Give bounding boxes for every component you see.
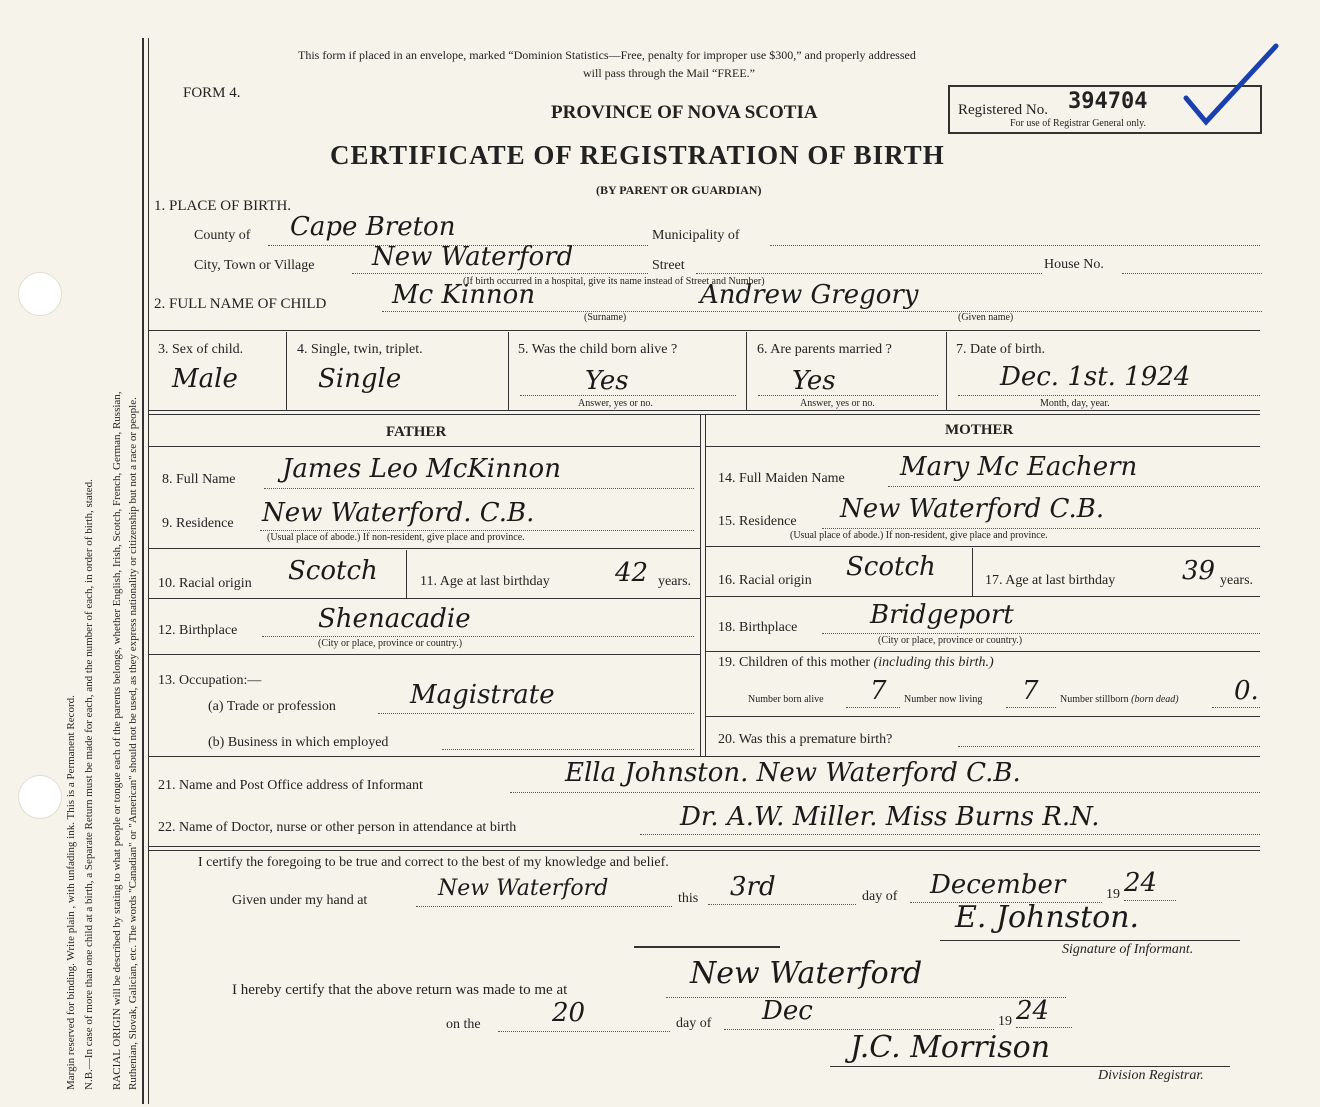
mother-racial-value: Scotch xyxy=(846,552,936,582)
father-years-label: years. xyxy=(658,574,692,589)
father-name-line xyxy=(264,488,694,489)
father-residence-caption: (Usual place of abode.) If non-resident, give place and province. xyxy=(267,532,525,543)
rule-under-headings-right xyxy=(705,446,1260,447)
certification-statement: I certify the foregoing to be true and correct to the best of my knowledge and belief. xyxy=(198,855,669,870)
registrar-caption: Division Registrar. xyxy=(1098,1068,1204,1083)
house-label: House No. xyxy=(1044,257,1104,272)
dob-caption: Month, day, year. xyxy=(1040,398,1110,409)
parents-divider xyxy=(700,414,701,756)
margin-line-racial-origin: RACIAL ORIGIN will be described by stating to what people or tongue each of the parents belongs, whether English, Irish, Scotch, French, German, Russian, xyxy=(111,391,123,1090)
father-racial-label: 10. Racial origin xyxy=(158,576,252,591)
doctor-line xyxy=(640,834,1260,835)
divider-married xyxy=(946,332,947,410)
trade-label: (a) Trade or profession xyxy=(208,699,336,714)
reg-year-value: 24 xyxy=(1016,996,1050,1026)
county-label: County of xyxy=(194,228,251,243)
street-line xyxy=(696,273,1042,274)
dob-value: Dec. 1st. 1924 xyxy=(1000,362,1191,392)
occupation-label: 13. Occupation:— xyxy=(158,673,262,688)
father-racial-divider xyxy=(406,550,407,598)
dob-line xyxy=(958,395,1260,396)
born-alive-count-line xyxy=(846,707,900,708)
form-number: FORM 4. xyxy=(183,85,241,101)
stillborn-label-text: Number stillborn xyxy=(1060,694,1129,705)
postal-notice-line2: will pass through the Mail “FREE.” xyxy=(583,66,755,80)
mother-years-label: years. xyxy=(1220,573,1254,588)
trade-line xyxy=(378,713,694,714)
married-line xyxy=(758,395,938,396)
left-border-inner xyxy=(148,38,149,1104)
municipality-label: Municipality of xyxy=(652,228,740,243)
born-alive-label: 5. Was the child born alive ? xyxy=(518,342,678,357)
born-alive-count-value: 7 xyxy=(870,676,887,706)
stillborn-count-line xyxy=(1212,707,1260,708)
city-line xyxy=(352,273,648,274)
postal-notice-line1: This form if placed in an envelope, marked “Dominion Statistics—Free, penalty for improper use $300,” and properly addressed xyxy=(298,48,916,62)
registrar-place-line xyxy=(666,997,1066,998)
checkmark-icon xyxy=(1180,40,1280,140)
mother-heading: MOTHER xyxy=(945,422,1014,438)
sex-value: Male xyxy=(172,364,238,394)
father-birthplace-caption: (City or place, province or country.) xyxy=(318,638,463,649)
father-residence-line xyxy=(260,530,694,531)
mother-birthplace-label: 18. Birthplace xyxy=(718,620,798,635)
born-alive-caption: Answer, yes or no. xyxy=(578,398,653,409)
separator-short-rule xyxy=(634,946,780,948)
doctor-value: Dr. A.W. Miller. Miss Burns R.N. xyxy=(680,802,1100,832)
informant-value: Ella Johnston. New Waterford C.B. xyxy=(565,758,1021,788)
margin-line-racial-origin-cont: Ruthenian, Slovak, Galician, etc. The words "Canadian" or "American" should not be used, as they express nationality or citizenship but not a race or people. xyxy=(127,397,139,1090)
living-count-label: Number now living xyxy=(904,694,983,705)
province-name: PROVINCE OF NOVA SCOTIA xyxy=(551,102,818,123)
registrar-signature-line xyxy=(830,1066,1230,1067)
place-of-birth-label: 1. PLACE OF BIRTH. xyxy=(154,198,292,214)
county-value: Cape Breton xyxy=(290,212,456,242)
registrar-note: For use of Registrar General only. xyxy=(1010,118,1146,129)
stillborn-count-value: 0. xyxy=(1234,676,1259,706)
stillborn-count-label xyxy=(1060,694,1179,705)
registrar-signature: J.C. Morrison xyxy=(850,1030,1051,1065)
mother-residence-value: New Waterford C.B. xyxy=(840,494,1105,524)
mother-rule-1 xyxy=(705,546,1260,547)
reg-day-of-label: day of xyxy=(676,1016,712,1031)
father-heading: FATHER xyxy=(386,424,447,440)
mother-racial-divider xyxy=(972,548,973,596)
stillborn-note: (born dead) xyxy=(1131,694,1179,705)
certificate-subtitle: (BY PARENT OR GUARDIAN) xyxy=(596,183,762,197)
mother-rule-2 xyxy=(705,596,1260,597)
punch-hole-top xyxy=(18,272,62,316)
father-rule-1 xyxy=(148,548,700,549)
registrar-place-value: New Waterford xyxy=(690,956,923,991)
rule-after-child-details-2 xyxy=(148,414,1260,415)
children-label-text: 19. Children of this mother xyxy=(718,655,871,670)
rule-after-child-details xyxy=(148,410,1260,411)
divider-sex xyxy=(286,332,287,410)
father-racial-value: Scotch xyxy=(288,556,378,586)
day-of-label: day of xyxy=(862,889,898,904)
father-birthplace-label: 12. Birthplace xyxy=(158,623,238,638)
month-value: December xyxy=(930,870,1066,900)
registered-label: Registered No. xyxy=(958,102,1048,118)
children-note: (including this birth.) xyxy=(873,655,994,670)
registered-number: 394704 xyxy=(1068,89,1148,114)
parents-divider-2 xyxy=(705,414,706,756)
punch-hole-bottom xyxy=(18,775,62,819)
child-name-label: 2. FULL NAME OF CHILD xyxy=(154,296,327,312)
informant-signature-line xyxy=(940,940,1240,941)
mother-rule-3 xyxy=(705,651,1260,652)
business-label: (b) Business in which employed xyxy=(208,735,389,750)
father-birthplace-line xyxy=(262,636,694,637)
informant-line xyxy=(510,792,1260,793)
premature-line xyxy=(958,746,1260,747)
mother-racial-label: 16. Racial origin xyxy=(718,573,812,588)
child-name-line xyxy=(382,311,1262,312)
year-prefix: 19 xyxy=(1106,887,1120,902)
reg-year-line xyxy=(1016,1027,1072,1028)
year-value: 24 xyxy=(1124,868,1158,898)
mother-name-value: Mary Mc Eachern xyxy=(900,452,1138,482)
sex-label: 3. Sex of child. xyxy=(158,342,244,357)
living-count-value: 7 xyxy=(1022,676,1039,706)
reg-day-value: 20 xyxy=(552,998,586,1028)
reg-month-value: Dec xyxy=(762,996,813,1026)
mother-birthplace-value: Bridgeport xyxy=(870,600,1014,630)
street-label: Street xyxy=(652,258,685,273)
divider-plurality xyxy=(508,332,509,410)
mother-birthplace-line xyxy=(822,633,1260,634)
mother-name-line xyxy=(888,486,1260,487)
given-place-value: New Waterford xyxy=(438,876,609,901)
informant-signature-caption: Signature of Informant. xyxy=(1062,942,1194,957)
father-residence-value: New Waterford. C.B. xyxy=(262,498,535,528)
father-birthplace-value: Shenacadie xyxy=(318,604,471,634)
rule-before-certification-2 xyxy=(148,850,1260,851)
married-label: 6. Are parents married ? xyxy=(757,342,892,357)
city-label: City, Town or Village xyxy=(194,258,315,273)
given-under-label: Given under my hand at xyxy=(232,893,368,908)
married-caption: Answer, yes or no. xyxy=(800,398,875,409)
father-age-value: 42 xyxy=(615,558,649,588)
business-line xyxy=(442,749,694,750)
mother-rule-4 xyxy=(705,716,1260,717)
given-place-line xyxy=(416,906,672,907)
father-rule-2 xyxy=(148,598,700,599)
born-alive-line xyxy=(520,395,736,396)
divider-alive xyxy=(746,332,747,410)
informant-label: 21. Name and Post Office address of Informant xyxy=(158,778,423,793)
mother-residence-caption: (Usual place of abode.) If non-resident, give place and province. xyxy=(790,530,1048,541)
plurality-value: Single xyxy=(318,364,402,394)
given-name-caption: (Given name) xyxy=(958,312,1014,323)
dob-label: 7. Date of birth. xyxy=(956,342,1046,357)
mother-age-label: 17. Age at last birthday xyxy=(985,573,1116,588)
father-name-value: James Leo McKinnon xyxy=(282,454,561,484)
rule-under-headings xyxy=(148,446,700,447)
father-rule-3 xyxy=(148,654,700,655)
day-line xyxy=(708,904,856,905)
mother-residence-line xyxy=(822,528,1260,529)
mother-name-label: 14. Full Maiden Name xyxy=(718,471,845,486)
certificate-title: CERTIFICATE OF REGISTRATION OF BIRTH xyxy=(330,140,945,170)
father-age-label: 11. Age at last birthday xyxy=(420,574,550,589)
rule-before-child-details xyxy=(148,330,1260,331)
child-surname-value: Mc Kinnon xyxy=(392,280,536,310)
municipality-line xyxy=(770,245,1260,246)
day-value: 3rd xyxy=(730,872,776,902)
margin-line-binding: Margin reserved for binding. Write plain , with unfading ink. This is a Permanent Record. xyxy=(65,695,77,1090)
reg-year-prefix: 19 xyxy=(998,1014,1012,1029)
father-residence-label: 9. Residence xyxy=(162,516,234,531)
mother-birthplace-caption: (City or place, province or country.) xyxy=(878,635,1023,646)
margin-line-nb: N.B.—In case of more than one child at a birth, a Separate Return must be made for each, and the number of each, in order of birth, stated. xyxy=(83,479,95,1090)
rule-after-parents xyxy=(148,756,1260,757)
children-label xyxy=(718,655,994,671)
premature-label: 20. Was this a premature birth? xyxy=(718,732,893,747)
trade-value: Magistrate xyxy=(410,680,555,710)
born-alive-count-label: Number born alive xyxy=(748,694,824,705)
plurality-label: 4. Single, twin, triplet. xyxy=(297,342,423,357)
city-value: New Waterford xyxy=(372,242,574,272)
this-label: this xyxy=(678,891,699,906)
living-count-line xyxy=(1006,707,1056,708)
mother-age-value: 39 xyxy=(1182,556,1216,586)
father-name-label: 8. Full Name xyxy=(162,472,236,487)
house-line xyxy=(1122,273,1262,274)
on-the-label: on the xyxy=(446,1017,481,1032)
left-border xyxy=(142,38,144,1104)
hospital-note: (If birth occurred in a hospital, give its name instead of Street and Number) xyxy=(463,276,765,287)
child-given-value: Andrew Gregory xyxy=(700,280,919,310)
informant-signature: E. Johnston. xyxy=(955,900,1140,935)
rule-before-certification xyxy=(148,846,1260,847)
surname-caption: (Surname) xyxy=(584,312,627,323)
reg-day-line xyxy=(498,1031,670,1032)
born-alive-value: Yes xyxy=(585,366,629,396)
doctor-label: 22. Name of Doctor, nurse or other person in attendance at birth xyxy=(158,820,517,835)
married-value: Yes xyxy=(792,366,836,396)
mother-residence-label: 15. Residence xyxy=(718,514,797,529)
registrar-statement: I hereby certify that the above return was made to me at xyxy=(232,982,568,998)
